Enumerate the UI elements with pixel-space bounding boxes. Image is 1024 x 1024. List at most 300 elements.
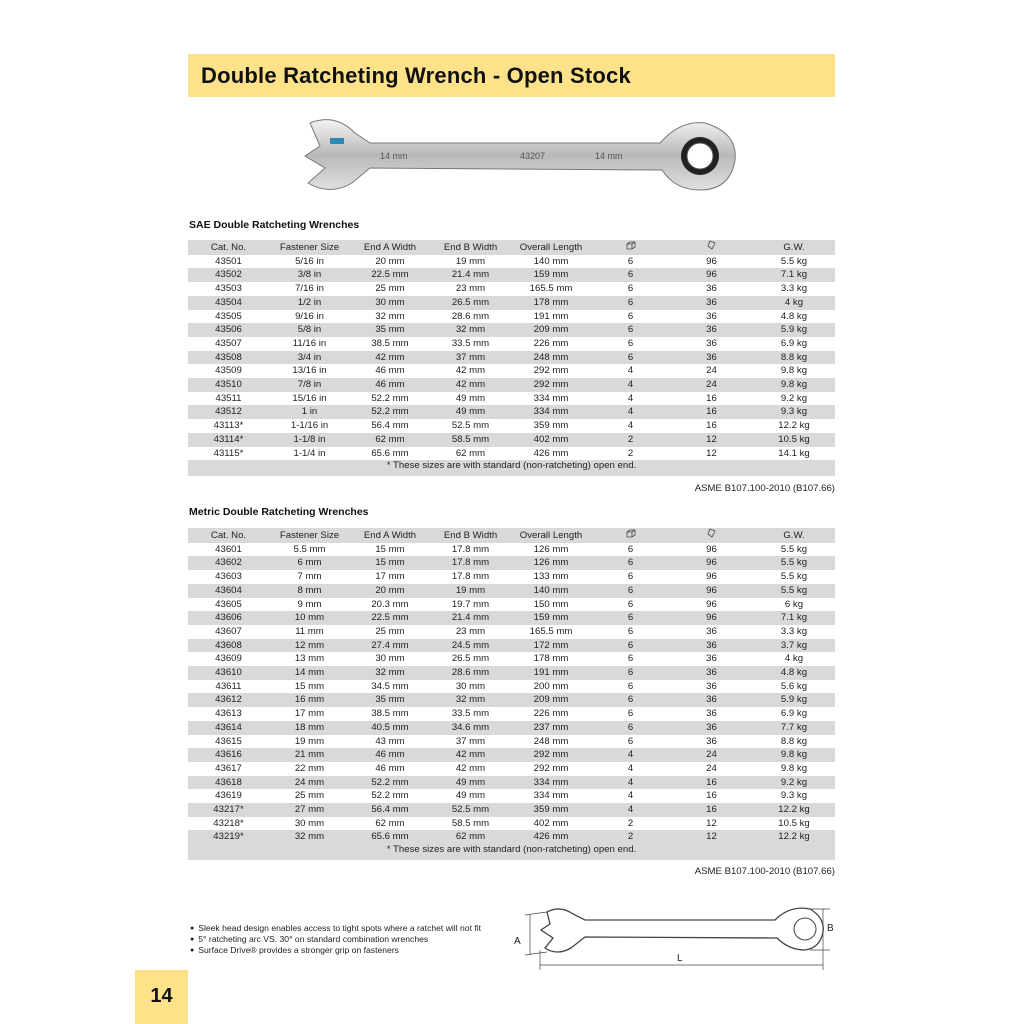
table-cell: 8.8 kg [780,735,808,747]
footnote: * These sizes are with standard (non-ratcheting) open end. [386,460,637,472]
table-cell: 49 mm [455,392,486,404]
table-cell: 43510 [215,379,242,391]
engraving-part-number: 43207 [520,151,546,161]
table-cell: 402 mm [533,817,569,829]
table-cell: 4 kg [784,296,804,308]
table-cell: 38.5 mm [371,708,409,720]
table-cell: 56.4 mm [371,420,409,432]
table-cell: 16 mm [294,694,325,706]
table-cell: 43604 [215,584,242,596]
page-number: 14 [150,985,173,1007]
table-cell: 28.6 mm [451,310,490,322]
table-cell: 43611 [215,680,242,692]
table-cell: 6 [627,612,634,624]
table-cell: 7.1 kg [780,612,808,624]
table-cell: 42 mm [455,749,486,761]
table-row [188,378,835,392]
table-cell: 62 mm [455,831,486,843]
table-cell: 226 mm [533,337,569,349]
table-cell: 5.5 kg [780,255,808,267]
table-cell: 43618 [215,776,242,788]
table-cell: 1-1/8 in [293,433,326,445]
table-cell: 43609 [215,653,242,665]
table-cell: 32 mm [375,310,405,322]
table-cell: 191 mm [533,310,569,322]
table-cell: 17.8 mm [451,543,490,555]
table-cell: 22 mm [294,762,325,774]
table-cell: 43509 [215,365,242,377]
box-icon [591,528,670,543]
table-cell: 6 [627,337,634,349]
table-cell: 43603 [215,571,242,583]
table-cell: 19 mm [455,255,486,267]
table-cell: 2 [627,817,634,829]
table-cell: 292 mm [533,749,569,761]
table-cell: 6 [627,310,634,322]
table-cell: 4 [627,776,634,788]
table-cell: 36 [706,721,717,733]
table-cell: 12 [706,447,717,459]
table-row [188,598,835,612]
table-cell: 18 mm [294,721,325,733]
table-cell: 14.1 kg [778,447,810,459]
table-cell: 43115* [213,447,244,459]
table-cell: 226 mm [533,708,569,720]
table-cell: 3.7 kg [780,639,808,651]
table-cell: 5.5 kg [780,584,808,596]
table-row [188,693,835,707]
table-cell: 36 [706,639,717,651]
table-cell: 6 [627,694,634,706]
table-cell: 22.5 mm [371,612,409,624]
table-cell: 426 mm [533,831,569,843]
table-cell: 6 [627,598,634,610]
table-cell: 43511 [215,392,242,404]
table-cell: 25 mm [294,790,325,802]
table-cell: 42 mm [455,379,486,391]
table-cell: 62 mm [455,447,486,459]
table-cell: 43616 [215,749,242,761]
table-row [188,611,835,625]
table-cell: 36 [706,296,717,308]
table-cell: 52.2 mm [371,790,409,802]
table-cell: 178 mm [533,296,569,308]
page-title: Double Ratcheting Wrench - Open Stock [201,63,631,88]
dimension-diagram [505,900,840,975]
table-cell: 17.8 mm [451,557,490,569]
table-cell: 38.5 mm [371,337,409,349]
table-cell: 6 [627,296,634,308]
table-cell: 36 [706,680,717,692]
header-row [188,240,835,255]
table-cell: 46 mm [375,749,405,761]
sae-standard: ASME B107.100-2010 (B107.66) [694,483,835,494]
table-cell: 6.9 kg [780,337,808,349]
table-row [188,364,835,378]
footnote-row [188,844,835,860]
table-cell: 6 [627,625,634,637]
table-cell: 6 kg [784,598,804,610]
header-row [188,528,835,543]
table-cell: 43503 [215,283,242,295]
table-cell: 13/16 in [292,365,327,377]
wrench-product-image [280,108,740,203]
table-cell: 12 [706,831,717,843]
table-cell: 43506 [215,324,242,336]
engraving-size-b: 14 mm [595,151,623,161]
table-cell: 32 mm [375,667,405,679]
metric-table [188,528,835,860]
column-header: End A Width [363,529,417,541]
table-cell: 2 [627,831,634,843]
column-header: Overall Length [519,241,583,253]
table-cell: 209 mm [533,694,569,706]
table-cell: 62 mm [375,817,405,829]
box-icon [591,240,670,255]
table-cell: 16 [706,790,717,802]
table-cell: 126 mm [533,543,569,555]
table-cell: 65.6 mm [371,447,409,459]
table-row [188,268,835,282]
table-cell: 21 mm [294,749,325,761]
table-cell: 96 [706,598,717,610]
table-cell: 36 [706,694,717,706]
table-cell: 40.5 mm [371,721,409,733]
metric-standard: ASME B107.100-2010 (B107.66) [694,866,835,877]
table-cell: 37 mm [455,735,486,747]
table-cell: 32 mm [455,694,486,706]
table-cell: 58.5 mm [451,817,490,829]
table-cell: 3.3 kg [780,283,808,295]
table-cell: 6 [627,255,634,267]
table-cell: 12 [706,817,717,829]
table-cell: 4 [627,804,634,816]
table-cell: 16 [706,392,717,404]
table-cell: 178 mm [533,653,569,665]
table-cell: 3/4 in [297,351,322,363]
table-cell: 96 [706,557,717,569]
table-cell: 3/8 in [297,269,322,281]
table-cell: 17 mm [375,571,405,583]
table-cell: 30 mm [375,296,405,308]
table-cell: 6.9 kg [780,708,808,720]
table-cell: 15 mm [294,680,325,692]
table-cell: 34.5 mm [371,680,409,692]
table-cell: 9 mm [297,598,322,610]
table-cell: 4 [627,365,634,377]
table-cell: 10.5 kg [778,817,810,829]
sae-table [188,240,835,476]
table-cell: 5.5 kg [780,571,808,583]
table-cell: 24 [706,379,717,391]
table-cell: 12.2 kg [778,831,810,843]
table-cell: 191 mm [533,667,569,679]
table-cell: 4 [627,379,634,391]
table-cell: 32 mm [455,324,486,336]
table-cell: 6 mm [297,557,322,569]
table-cell: 96 [706,269,717,281]
table-cell: 65.6 mm [371,831,409,843]
column-header: End B Width [443,241,498,253]
table-cell: 43501 [215,255,242,267]
table-cell: 4.8 kg [780,667,808,679]
table-cell: 23 mm [455,625,486,637]
table-cell: 19 mm [455,584,486,596]
table-cell: 43504 [215,296,242,308]
table-cell: 5.9 kg [780,324,808,336]
table-cell: 9.3 kg [780,406,808,418]
table-cell: 4.8 kg [780,310,808,322]
table-cell: 43615 [215,735,242,747]
table-row [188,762,835,776]
table-cell: 17 mm [294,708,325,720]
table-row [188,296,835,310]
sae-heading: SAE Double Ratcheting Wrenches [189,219,360,231]
table-cell: 334 mm [533,790,569,802]
table-cell: 30 mm [375,653,405,665]
table-row [188,707,835,721]
table-cell: 20.3 mm [371,598,409,610]
table-row [188,625,835,639]
table-cell: 46 mm [375,379,405,391]
table-cell: 4 kg [784,653,804,665]
table-cell: 43601 [215,543,242,555]
table-cell: 15/16 in [292,392,327,404]
footnote: * These sizes are with standard (non-ratcheting) open end. [386,844,637,856]
table-cell: 5/16 in [295,255,324,267]
column-header: Cat. No. [210,529,247,541]
table-cell: 36 [706,283,717,295]
table-row [188,556,835,570]
table-cell: 42 mm [455,762,486,774]
table-cell: 6 [627,269,634,281]
table-cell: 200 mm [533,680,569,692]
table-cell: 43113* [213,420,244,432]
table-cell: 52.2 mm [371,776,409,788]
table-cell: 5.5 kg [780,543,808,555]
table-cell: 11/16 in [292,337,327,349]
table-cell: 30 mm [294,817,325,829]
table-cell: 7.7 kg [780,721,808,733]
column-header: Fastener Size [279,529,340,541]
table-cell: 42 mm [455,365,486,377]
table-cell: 35 mm [375,324,405,336]
table-cell: 96 [706,543,717,555]
table-cell: 36 [706,625,717,637]
table-row [188,392,835,406]
table-cell: 248 mm [533,735,569,747]
table-cell: 15 mm [375,543,405,555]
table-row [188,405,835,419]
table-cell: 52.5 mm [451,804,490,816]
table-cell: 12 mm [294,639,325,651]
column-header: Fastener Size [279,241,340,253]
table-cell: 12.2 kg [778,420,810,432]
table-cell: 43614 [215,721,242,733]
table-cell: 25 mm [375,625,405,637]
table-row [188,680,835,694]
table-cell: 49 mm [455,790,486,802]
table-cell: 33.5 mm [451,708,490,720]
table-cell: 426 mm [533,447,569,459]
table-row [188,721,835,735]
table-row [188,584,835,598]
table-cell: 9.8 kg [780,365,808,377]
table-cell: 27.4 mm [371,639,409,651]
table-cell: 14 mm [294,667,325,679]
column-header: Cat. No. [210,241,247,253]
table-cell: 292 mm [533,762,569,774]
table-cell: 6 [627,639,634,651]
table-cell: 10 mm [294,612,325,624]
table-cell: 9/16 in [295,310,324,322]
table-row [188,419,835,433]
table-cell: 5.5 mm [293,543,326,555]
column-header: End A Width [363,241,417,253]
table-cell: 248 mm [533,351,569,363]
table-cell: 28.6 mm [451,667,490,679]
table-cell: 96 [706,612,717,624]
table-cell: 6 [627,735,634,747]
table-row [188,447,835,461]
table-cell: 24 [706,749,717,761]
table-cell: 43507 [215,337,242,349]
table-cell: 16 [706,406,717,418]
label-b: B [827,923,834,934]
table-cell: 7 mm [297,571,322,583]
table-cell: 6 [627,283,634,295]
table-cell: 43114* [213,433,244,445]
table-cell: 43602 [215,557,242,569]
table-cell: 22.5 mm [371,269,409,281]
table-cell: 334 mm [533,392,569,404]
table-cell: 36 [706,324,717,336]
table-row [188,310,835,324]
table-cell: 140 mm [533,255,569,267]
table-cell: 36 [706,337,717,349]
table-cell: 43607 [215,625,242,637]
table-cell: 20 mm [375,584,405,596]
table-cell: 24.5 mm [451,639,490,651]
table-cell: 96 [706,571,717,583]
table-cell: 10.5 kg [778,433,810,445]
table-row [188,570,835,584]
table-cell: 8 mm [297,584,322,596]
table-cell: 52.5 mm [451,420,490,432]
table-cell: 43619 [215,790,242,802]
table-cell: 27 mm [294,804,325,816]
table-cell: 6 [627,721,634,733]
table-cell: 36 [706,351,717,363]
table-cell: 4 [627,790,634,802]
table-cell: 6 [627,571,634,583]
table-row [188,776,835,790]
table-row [188,543,835,557]
table-cell: 7/8 in [297,379,322,391]
table-cell: 13 mm [294,653,325,665]
page-number-box [135,970,188,1024]
table-cell: 30 mm [455,680,486,692]
table-cell: 5/8 in [297,324,322,336]
table-cell: 4 [627,392,634,404]
table-cell: 6 [627,653,634,665]
table-cell: 96 [706,584,717,596]
table-cell: 6 [627,708,634,720]
table-cell: 43617 [215,762,242,774]
table-cell: 43 mm [375,735,405,747]
table-cell: 7.1 kg [780,269,808,281]
table-cell: 9.8 kg [780,762,808,774]
table-row [188,351,835,365]
table-cell: 49 mm [455,406,486,418]
table-cell: 12 [706,433,717,445]
table-row [188,789,835,803]
table-cell: 43612 [215,694,242,706]
table-cell: 52.2 mm [371,406,409,418]
table-cell: 36 [706,708,717,720]
table-cell: 9.3 kg [780,790,808,802]
table-cell: 17.8 mm [451,571,490,583]
table-cell: 32 mm [294,831,325,843]
table-row [188,803,835,817]
table-cell: 43217* [213,804,244,816]
table-cell: 1/2 in [297,296,322,308]
footnote-row [188,460,835,476]
table-cell: 4 [627,762,634,774]
table-cell: 292 mm [533,379,569,391]
engraving-size-a: 14 mm [380,151,408,161]
table-cell: 126 mm [533,557,569,569]
table-cell: 334 mm [533,406,569,418]
table-cell: 359 mm [533,420,569,432]
table-cell: 16 [706,804,717,816]
pack-icon [670,528,753,543]
table-cell: 165.5 mm [529,283,573,295]
table-cell: 21.4 mm [451,612,490,624]
column-header: End B Width [443,529,498,541]
table-cell: 96 [706,255,717,267]
table-cell: 15 mm [375,557,405,569]
table-cell: 12.2 kg [778,804,810,816]
table-cell: 6 [627,324,634,336]
table-cell: 26.5 mm [451,296,490,308]
table-cell: 209 mm [533,324,569,336]
table-cell: 8.8 kg [780,351,808,363]
title-banner [188,54,835,97]
feature-list [190,923,481,956]
table-cell: 24 mm [294,776,325,788]
table-cell: 43610 [215,667,242,679]
table-row [188,255,835,269]
table-cell: 133 mm [533,571,569,583]
table-cell: 43512 [215,406,242,418]
table-cell: 19.7 mm [451,598,490,610]
table-cell: 165.5 mm [529,625,573,637]
table-cell: 4 [627,749,634,761]
table-cell: 292 mm [533,365,569,377]
table-row [188,282,835,296]
table-cell: 6 [627,543,634,555]
table-cell: 62 mm [375,433,405,445]
table-cell: 6 [627,680,634,692]
table-cell: 6 [627,667,634,679]
label-a: A [514,936,521,947]
table-cell: 5.6 kg [780,680,808,692]
table-cell: 9.2 kg [780,392,808,404]
column-header: G.W. [783,529,805,541]
table-cell: 24 [706,365,717,377]
table-row [188,748,835,762]
